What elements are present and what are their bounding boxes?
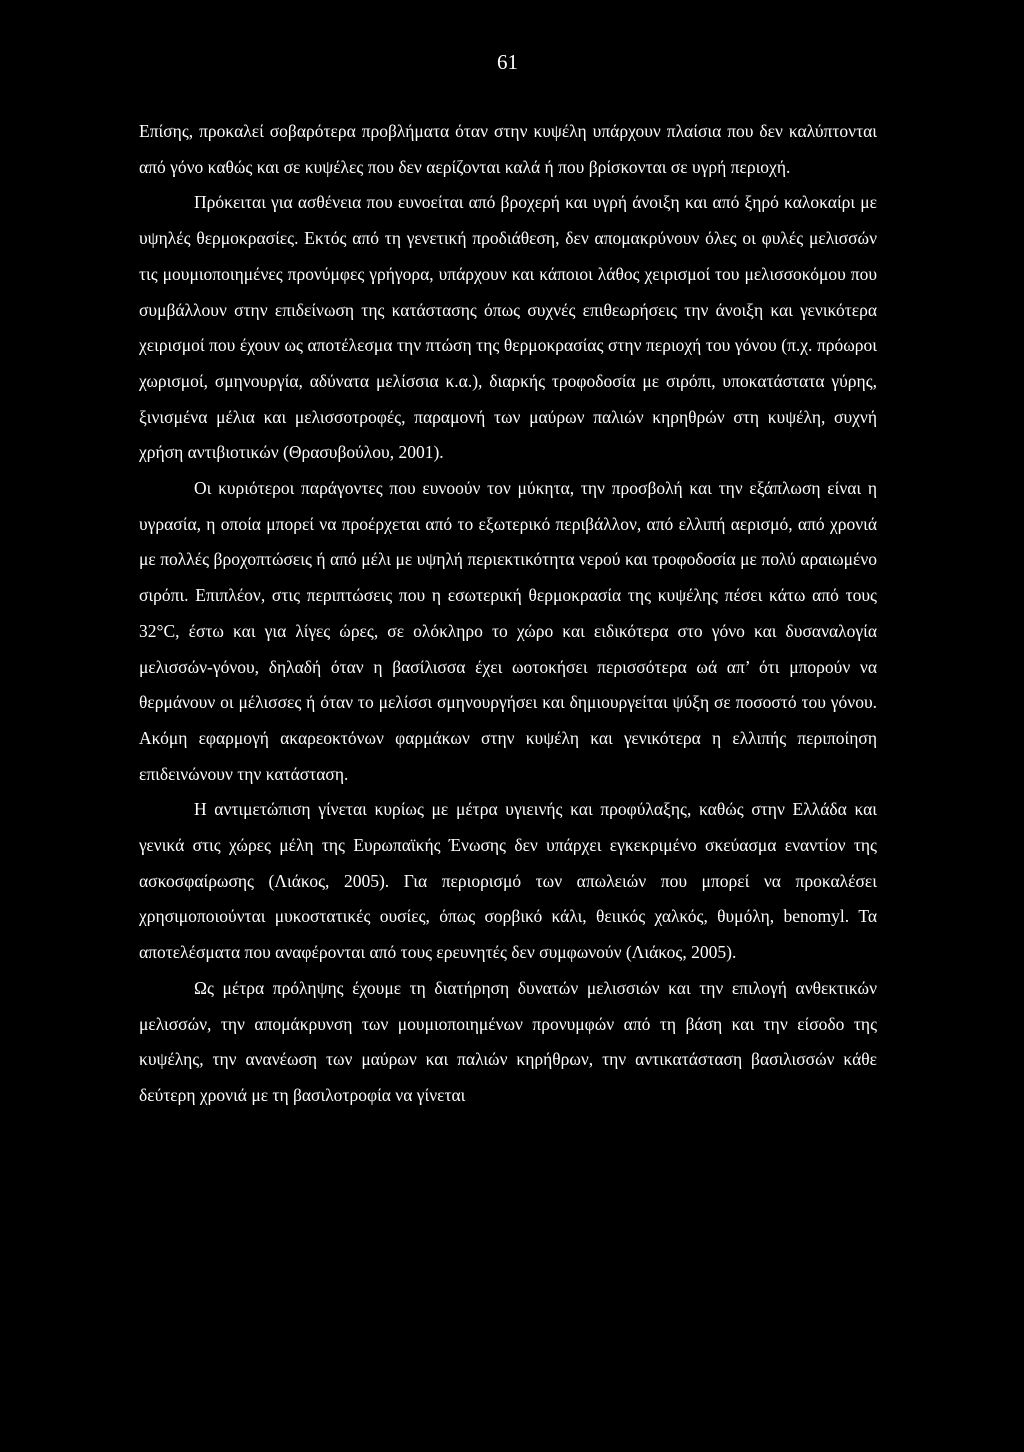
body-text (139, 114, 877, 1114)
paragraph: Πρόκειται για ασθένεια που ευνοείται από βροχερή και υγρή άνοιξη και από ξηρό καλοκαίρι με υψηλές θερμοκρασίες. Εκτός από τη γενετική προδιάθεση, δεν απομακρύνουν όλες οι φυλές μελισσών τις μουμιοποιημένες προνύμφες γρήγορα, υπάρχουν και κάποιοι λάθος χειρισμοί του μελισσοκόμου που συμβάλλουν στην επιδείνωση της κατάστασης όπως συχνές επιθεωρήσεις την άνοιξη και γενικότερα χειρισμοί που έχουν ως αποτέλεσμα την πτώση της θερμοκρασίας στην περιοχή του γόνου (π.χ. πρόωροι χωρισμοί, σμηνουργία, αδύνατα μελίσσια κ.α.), διαρκής τροφοδοσία με σιρόπι, υποκατάστατα γύρης, ξινισμένα μέλια και μελισσοτροφές, παραμονή των μαύρων παλιών κηρηθρών στη κυψέλη, συχνή χρήση αντιβιοτικών (Θρασυβούλου, 2001). (139, 192, 877, 463)
paragraph: Οι κυριότεροι παράγοντες που ευνοούν τον μύκητα, την προσβολή και την εξάπλωση είναι η υγρασία, η οποία μπορεί να προέρχεται από το εξωτερικό περιβάλλον, από ελλιπή αερισμό, από χρονιά με πολλές βροχοπτώσεις ή από μέλι με υψηλή περιεκτικότητα νερού και τροφοδοσία με πολύ αραιωμένο σιρόπι. Επιπλέον, στις περιπτώσεις που η εσωτερική θερμοκρασία της κυψέλης πέσει κάτω από τους 32°C, έστω και για λίγες ώρες, σε ολόκληρο το χώρο και ειδικότερα στο γόνο και δυσαναλογία μελισσών-γόνου, δηλαδή όταν η βασίλισσα έχει ωοτοκήσει περισσότερα ωά απ’ ότι μπορούν να θερμάνουν οι μέλισσες ή όταν το μελίσσι σμηνουργήσει και δημιουργείται ψύξη σε ποσοστό του γόνου. Ακόμη εφαρμογή ακαρεοκτόνων φαρμάκων στην κυψέλη και γενικότερα η ελλιπής περιποίηση επιδεινώνουν την κατάσταση. (139, 478, 877, 784)
page-number: 61 (497, 50, 518, 74)
paragraph: Ως μέτρα πρόληψης έχουμε τη διατήρηση δυνατών μελισσιών και την επιλογή ανθεκτικών μελισσών, την απομάκρυνση των μουμιοποιημένων προνυμφών από τη βάση και την είσοδο της κυψέλης, την ανανέωση των μαύρων και παλιών κηρήθρων, την αντικατάσταση βασιλισσών κάθε δεύτερη χρονιά με τη βασιλοτροφία να γίνεται (139, 977, 877, 1105)
paragraph: Η αντιμετώπιση γίνεται κυρίως με μέτρα υγιεινής και προφύλαξης, καθώς στην Ελλάδα και γενικά στις χώρες μέλη της Ευρωπαϊκής Ένωσης δεν υπάρχει εγκεκριμένο σκεύασμα εναντίον της ασκοσφαίρωσης (Λιάκος, 2005). Για περιορισμό των απωλειών που μπορεί να προκαλέσει χρησιμοποιούνται μυκοστατικές ουσίες, όπως σορβικό κάλι, θειικός χαλκός, θυμόλη, benomyl. Τα αποτελέσματα που αναφέρονται από τους ερευνητές δεν συμφωνούν (Λιάκος, 2005). (139, 799, 877, 963)
paragraph: Επίσης, προκαλεί σοβαρότερα προβλήματα όταν στην κυψέλη υπάρχουν πλαίσια που δεν καλύπτονται από γόνο καθώς και σε κυψέλες που δεν αερίζονται καλά ή που βρίσκονται σε υγρή περιοχή. (139, 121, 877, 177)
